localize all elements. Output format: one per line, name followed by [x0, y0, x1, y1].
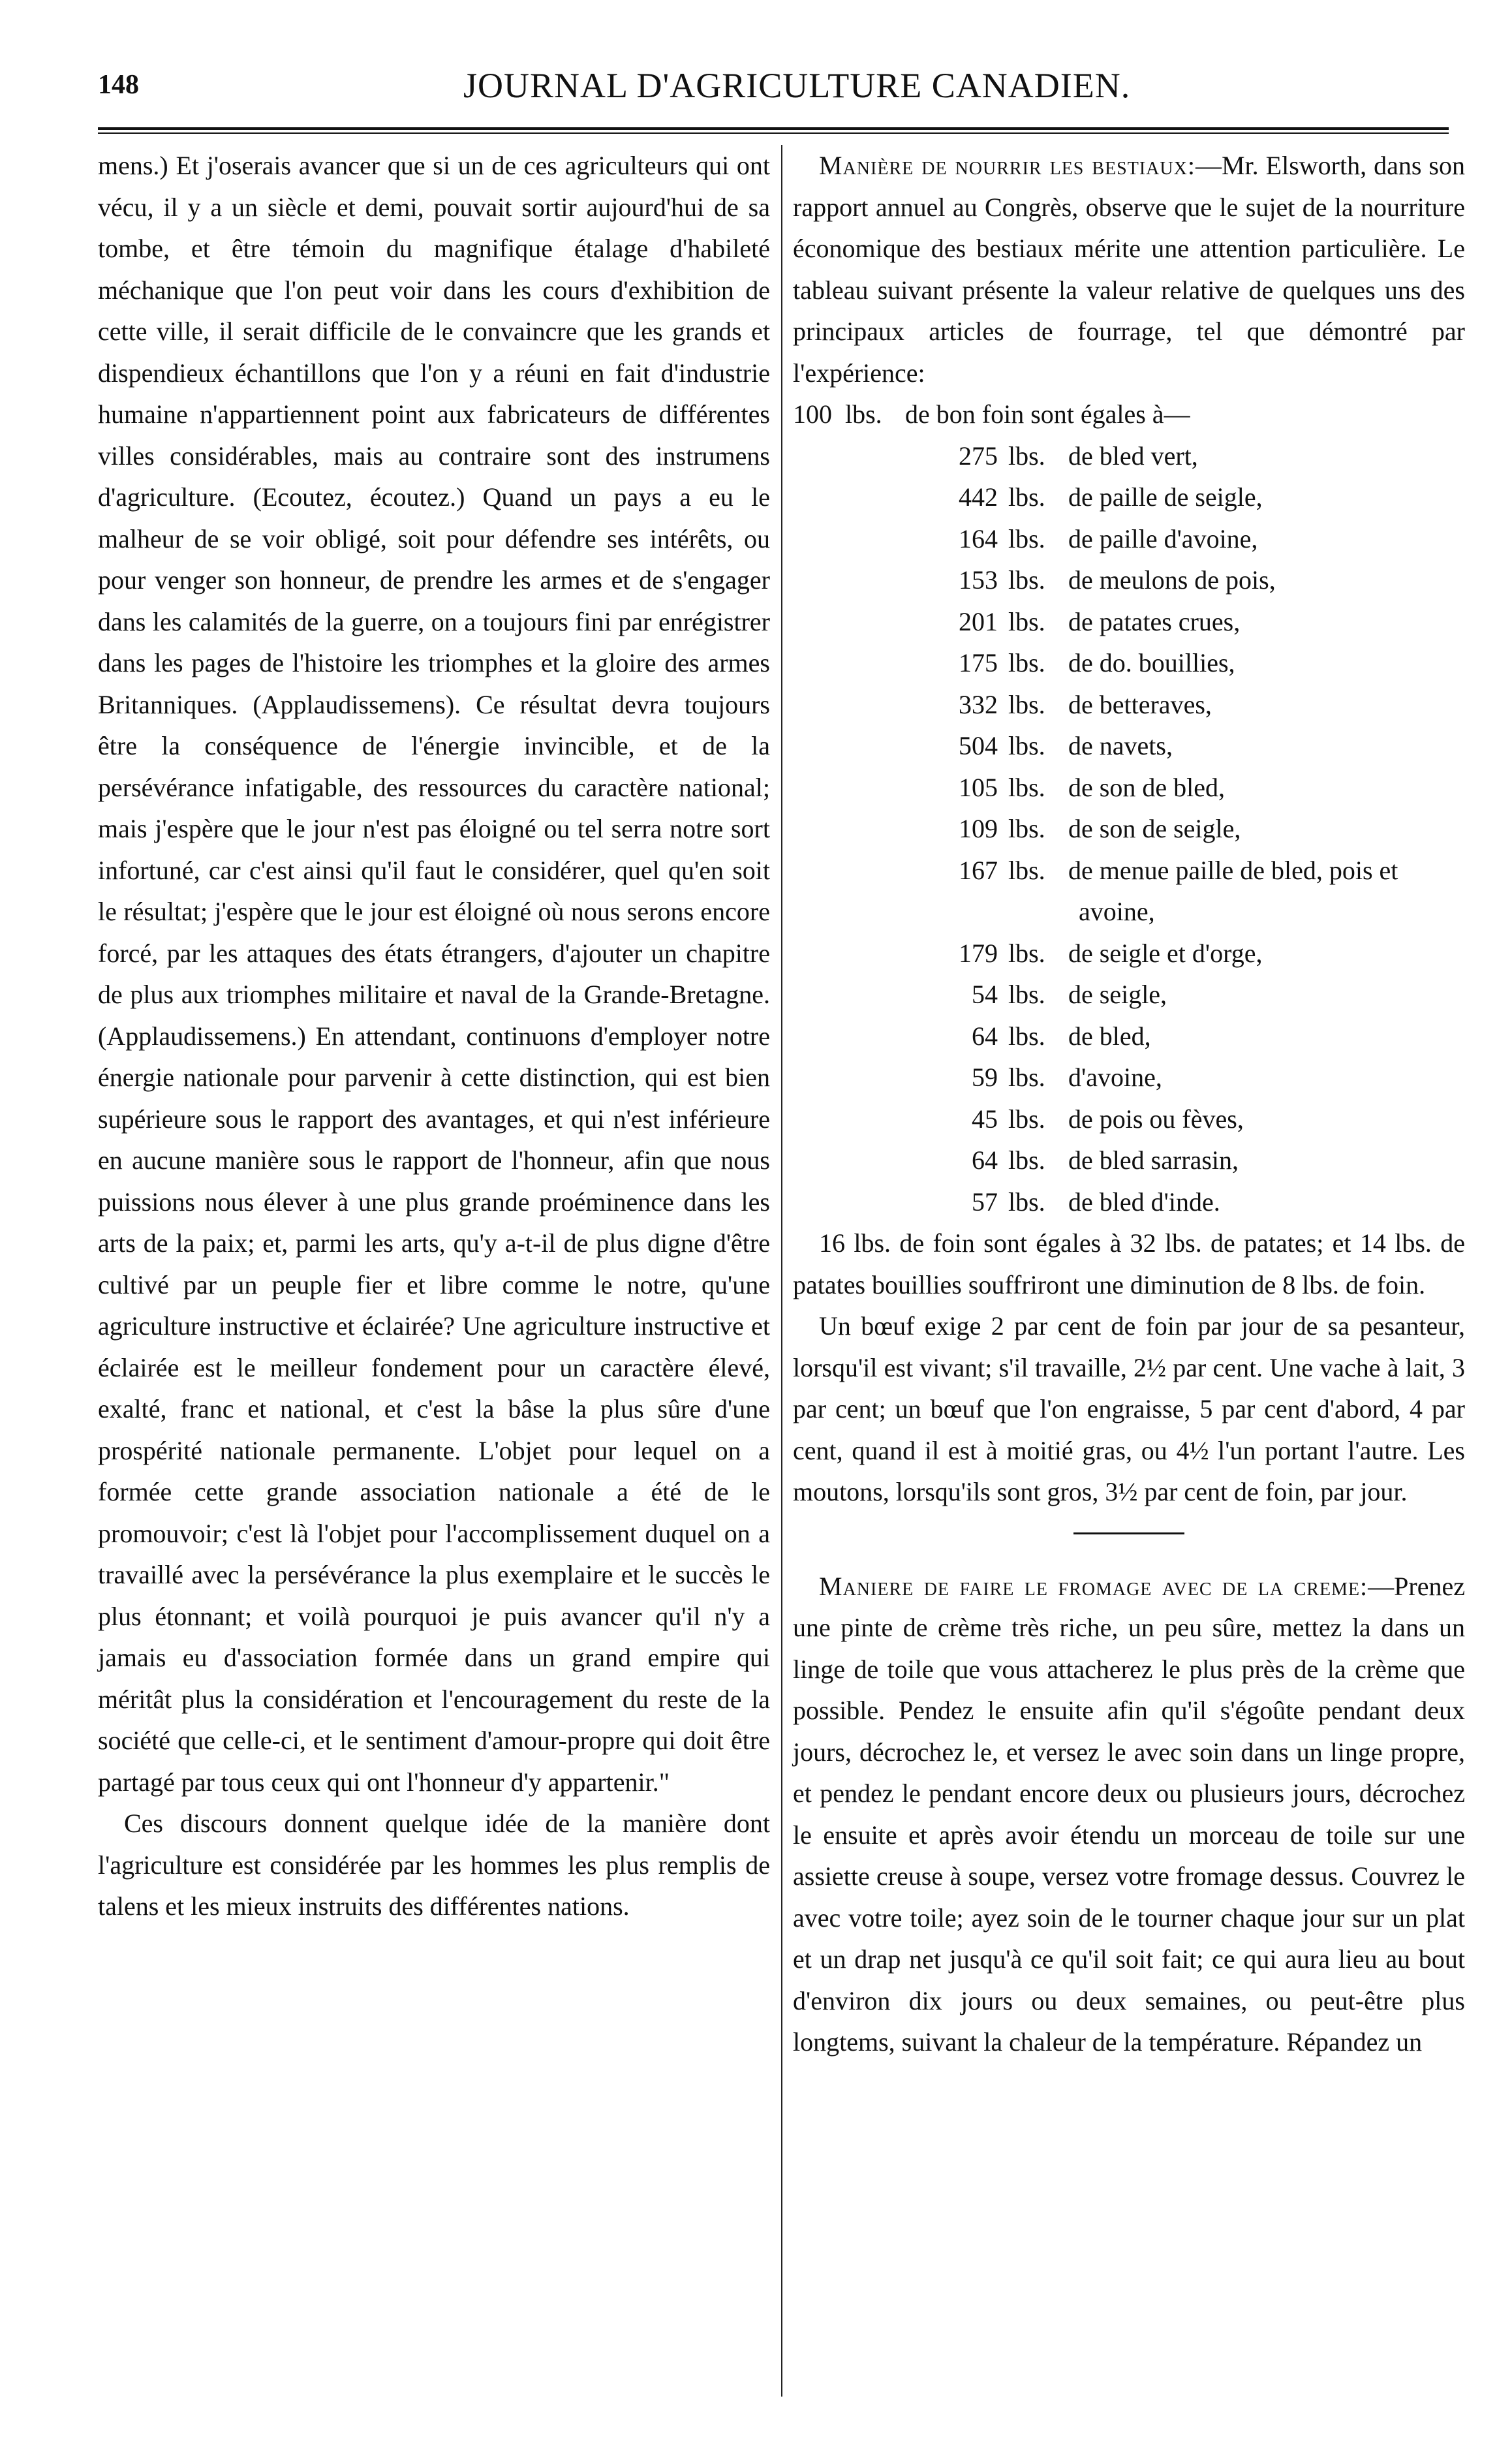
column-divider	[781, 145, 782, 2397]
feed-description: d'avoine,	[1068, 1063, 1162, 1092]
running-title: JOURNAL D'AGRICULTURE CANADIEN.	[463, 66, 1131, 105]
feed-row	[793, 1057, 1465, 1098]
feed-quantity: 167	[959, 855, 998, 885]
right-column	[793, 145, 1465, 2063]
ox-ration-paragraph: Un bœuf exige 2 par cent de foin par jour de sa pesanteur, lorsqu'il est vivant; s'il travaille, 2½ par cent. Une vache à lait, 3 par cent; un bœuf que l'on engraisse, 5 par cent d'abord, 4 par cent, quand il est à moitié gras, ou 4½ l'un portant l'autre. Les moutons, lorsqu'ils sont gros, 3½ par cent de foin, par jour.	[793, 1311, 1465, 1506]
feed-row	[793, 518, 1465, 560]
feed-unit: lbs.	[1008, 482, 1045, 512]
feed-row	[793, 933, 1465, 974]
feed-unit: lbs.	[1008, 1187, 1045, 1217]
feed-quantity: 201	[959, 606, 998, 636]
feed-unit: lbs.	[1008, 814, 1045, 843]
feed-quantity: 164	[959, 523, 998, 553]
feed-quantity: 332	[959, 689, 998, 719]
feed-quantity: 105	[959, 772, 998, 802]
feed-unit: lbs.	[1008, 606, 1045, 636]
feed-row	[793, 394, 1465, 435]
feed-unit: lbs.	[1008, 938, 1045, 968]
feed-quantity: 179	[959, 938, 998, 968]
header-rule-thin	[98, 132, 1449, 134]
feed-quantity: 504	[959, 731, 998, 760]
article-conclusion: Ces discours donnent quelque idée de la manière dont l'agriculture est considérée par les hommes les plus remplis de talens et les mieux instruits des différentes nations.	[98, 1809, 770, 1921]
feed-description: de bled vert,	[1068, 441, 1198, 471]
feed-quantity: 64	[972, 1021, 998, 1051]
feed-row	[793, 476, 1465, 518]
feed-description: de bled,	[1068, 1021, 1151, 1051]
feed-description: de meulons de pois,	[1068, 565, 1276, 595]
feed-quantity: 275	[959, 441, 998, 471]
feed-quantity: 57	[972, 1187, 998, 1217]
feed-description: de navets,	[1068, 731, 1173, 760]
feed-unit: lbs.	[1008, 980, 1045, 1009]
feed-unit: lbs.	[1008, 1063, 1045, 1092]
feed-quantity: 54	[972, 980, 998, 1009]
feed-quantity: 442	[959, 482, 998, 512]
feed-quantity: 175	[959, 648, 998, 677]
feed-unit: lbs.	[1008, 1021, 1045, 1051]
feed-row	[793, 850, 1465, 892]
header-rule	[98, 127, 1449, 130]
feed-quantity: 45	[972, 1104, 998, 1134]
feed-row	[793, 1140, 1465, 1181]
feed-unit: lbs.	[1008, 1145, 1045, 1175]
page-header	[98, 65, 1416, 111]
feed-description: de bled sarrasin,	[1068, 1145, 1239, 1175]
feed-description: de patates crues,	[1068, 606, 1241, 636]
feed-description: de do. bouillies,	[1068, 648, 1235, 677]
feed-unit: lbs.	[1008, 565, 1045, 595]
page-number: 148	[98, 70, 139, 100]
feed-row	[793, 435, 1465, 477]
feed-description: de seigle et d'orge,	[1068, 938, 1263, 968]
feed-unit: lbs.	[1008, 731, 1045, 760]
feed-quantity: 64	[972, 1145, 998, 1175]
feed-description: de paille de seigle,	[1068, 482, 1263, 512]
feed-row	[793, 974, 1465, 1016]
feed-unit: lbs.	[1008, 772, 1045, 802]
feed-description: de menue paille de bled, pois et	[1068, 855, 1398, 885]
feed-unit: lbs.	[1008, 855, 1045, 885]
feed-row	[793, 1098, 1465, 1140]
feed-row	[793, 767, 1465, 809]
feed-unit: lbs.	[1008, 1104, 1045, 1134]
feed-quantity: 59	[972, 1063, 998, 1092]
section-heading-cheese: Maniere de faire le fromage avec de la creme:	[819, 1571, 1368, 1601]
feed-description: de paille d'avoine,	[1068, 523, 1258, 553]
feed-row	[793, 601, 1465, 643]
feed-row	[793, 684, 1465, 726]
section-intro-feeding: —Mr. Elsworth, dans son rapport annuel au Congrès, observe que le sujet de la nourriture économique des bestiaux mérite une attention particulière. Le tableau suivant présente la valeur relative de quelques uns des principaux articles de fourrage, tel que démontré par l'expérience:	[793, 151, 1465, 388]
feed-quantity: 100	[793, 399, 832, 429]
feed-row	[793, 725, 1465, 767]
feed-row-continuation: avoine,	[1079, 897, 1155, 926]
feed-row	[793, 808, 1465, 850]
section-text-cheese: —Prenez une pinte de crème très riche, un peu sûre, mettez la dans un linge de toile que vous attacherez le plus près de la crème que possible. Pendez le ensuite afin qu'il s'égoûte pendant deux jours, décrochez le, et versez le avec soin dans un linge propre, et pendez le pendant encore deux ou plusieurs jours, décrochez le ensuite et après avoir étendu un morceau de toile sur une assiette creuse à soupe, versez votre fromage dessus. Couvrez le avec votre toile; ayez soin de le tourner chaque jour sur un plat et un drap net jusqu'à ce qu'il soit fait; ce qui aura lieu au bout d'environ dix jours ou deux semaines, ou peut-être plus longtems, suivant la chaleur de la température. Répandez un	[793, 1571, 1465, 2057]
potato-equivalence-paragraph: 16 lbs. de foin sont égales à 32 lbs. de patates; et 14 lbs. de patates bouillies souffriront une diminution de 8 lbs. de foin.	[793, 1228, 1465, 1299]
feed-description: de bled d'inde.	[1068, 1187, 1220, 1217]
feed-quantity: 153	[959, 565, 998, 595]
feed-description: de bon foin sont égales à—	[905, 399, 1190, 429]
feed-description: de pois ou fèves,	[1068, 1104, 1244, 1134]
feed-table	[793, 394, 1465, 1222]
left-column	[98, 145, 770, 1927]
feed-unit: lbs.	[1008, 523, 1045, 553]
feed-description: de son de bled,	[1068, 772, 1225, 802]
article-text: mens.) Et j'oserais avancer que si un de ces agriculteurs qui ont vécu, il y a un siècle et demi, pouvait sortir aujourd'hui de sa tombe, et être témoin du magnifique étalage d'habileté méchanique que l'on peut voir dans les cours d'exhibition de cette ville, il serait difficile de le convaincre que les grands et dispendieux échantillons que l'on y a réuni en fait d'industrie humaine n'appartiennent point aux fabricateurs de différentes villes considérables, mais au contraire sont des instrumens d'agriculture. (Ecoutez, écoutez.) Quand un pays a eu le malheur de se voir obligé, soit pour défendre ses intérêts, ou pour venger son honneur, de prendre les armes et de s'engager dans les calamités de la guerre, on a toujours fini par enrégistrer dans les pages de l'histoire les triomphes et la gloire des armes Britanniques. (Applaudissemens). Ce résultat devra toujours être la conséquence de l'énergie invincible, et de la persévérance infatigable, des ressources du caractère national; mais j'espère que le jour n'est pas éloigné ou tel serra notre sort infortuné, car c'est ainsi qu'il faut le considérer, quel qu'en soit le résultat; j'espère que le jour est éloigné où nous serons encore forcé, par les attaques des états étrangers, d'ajouter un chapitre de plus aux triomphes militaire et naval de la Grande-Bretagne. (Applaudissemens.) En attendant, continuons d'employer notre énergie nationale pour parvenir à cette distinction, qui est bien supérieure sous le rapport des avantages, et qui n'est inférieure en aucune manière sous le rapport de l'honneur, afin que nous puissions nous élever à une plus grande proéminence dans les arts de la paix; et, parmi les arts, qu'y a-t-il de plus digne d'être cultivé par un peuple fier et libre comme le notre, qu'une agriculture instructive et éclairée? Une agriculture instructive et éclairée est le meilleur fondement pour un caractère élevé, exalté, franc et national, et c'est la bâse la plus sûre d'une prospérité nationale permanente. L'objet pour lequel on a formée cette grande association nationale a été de le promouvoir; c'est là l'objet pour l'accomplissement duquel on a travaillé avec la persévérance la plus exemplaire et le succès le plus étonnant; et voilà pourquoi je puis avancer qu'il n'y a jamais eu d'association formée dans un grand empire qui méritât plus la considération et l'encouragement du reste de la société que celle-ci, et le sentiment d'amour-propre qui doit être partagé par tous ceux qui ont l'honneur d'y appartenir."	[98, 151, 770, 1797]
feed-unit: lbs.	[1008, 648, 1045, 677]
section-separator	[1073, 1532, 1184, 1534]
section-heading-feeding: Manière de nourrir les bestiaux:	[819, 151, 1196, 180]
feed-row	[793, 559, 1465, 601]
feed-description: de son de seigle,	[1068, 814, 1241, 843]
feed-unit: lbs.	[1008, 689, 1045, 719]
feed-description: de seigle,	[1068, 980, 1167, 1009]
feed-row	[793, 1181, 1465, 1223]
feed-unit: lbs.	[1008, 441, 1045, 471]
feed-unit: lbs.	[845, 399, 882, 429]
feed-description: de betteraves,	[1068, 689, 1212, 719]
feed-quantity: 109	[959, 814, 998, 843]
feed-row	[793, 642, 1465, 684]
feed-row	[793, 1016, 1465, 1057]
